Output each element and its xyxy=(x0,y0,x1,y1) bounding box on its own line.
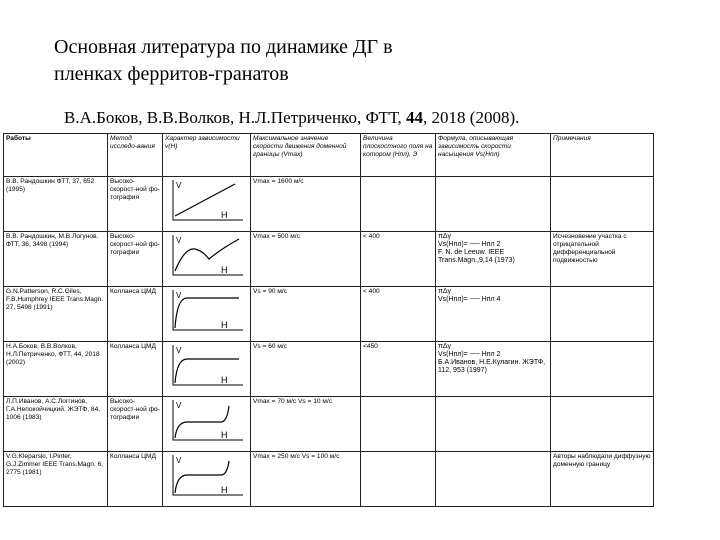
plot-axis-v-label: V xyxy=(176,236,182,245)
citation xyxy=(64,108,519,128)
formula-bottom: Vs(Hпл)= ── Hпл 2 xyxy=(438,241,501,248)
velocity-field-plot xyxy=(165,288,247,336)
cell-character xyxy=(163,342,251,397)
header-field: Величина плоскостного поля на котором (Hпл), Э xyxy=(361,134,436,177)
cell-note xyxy=(551,287,654,342)
cell-field xyxy=(361,397,436,452)
plot-axis-h-label: H xyxy=(221,485,228,495)
slide-title xyxy=(54,34,393,88)
cell-vmax: Vmax = 1600 м/с xyxy=(251,177,361,232)
plot-axes xyxy=(173,400,243,440)
citation-volume: 44 xyxy=(406,108,424,127)
table-row xyxy=(4,452,654,507)
cell-note: Исчезновение участка с отрицательной дифференциальной подвижностью xyxy=(551,232,654,287)
velocity-field-plot xyxy=(165,453,247,501)
cell-formula xyxy=(436,232,551,287)
cell-character xyxy=(163,287,251,342)
header-vmax: Максимальное значение скорости движения доменной границы (Vmax) xyxy=(251,134,361,177)
formula-top: πΔγ xyxy=(438,288,452,295)
plot-axis-h-label: H xyxy=(221,265,228,275)
plot-axis-v-label: V xyxy=(176,401,182,410)
slide-title-line2: пленках ферритов-гранатов xyxy=(54,63,289,85)
cell-note xyxy=(551,342,654,397)
plot-axis-h-label: H xyxy=(221,375,228,385)
cell-note xyxy=(551,397,654,452)
cell-works: В.В. Рандошкин ФТТ, 37, 652 (1995) xyxy=(4,177,108,232)
plot-curve xyxy=(175,359,239,383)
citation-authors: В.А.Боков, В.В.Волков, Н.Л.Петриченко, ФТТ, xyxy=(64,108,407,127)
cell-formula xyxy=(436,397,551,452)
header-formula: Формула, описывающая зависимость скорости насыщения Vs(Hпл) xyxy=(436,134,551,177)
table-row xyxy=(4,342,654,397)
cell-field xyxy=(361,452,436,507)
header-method: Метод исследо-вания xyxy=(108,134,163,177)
cell-field: < 400 xyxy=(361,287,436,342)
plot-axes xyxy=(173,290,243,330)
cell-vmax: Vmax = 500 м/с xyxy=(251,232,361,287)
cell-note xyxy=(551,177,654,232)
cell-character xyxy=(163,397,251,452)
cell-method: Высоко-скорост-ной фо-тография xyxy=(108,177,163,232)
velocity-field-plot xyxy=(165,398,247,446)
citation-rest: , 2018 (2008). xyxy=(423,108,520,127)
literature-table xyxy=(3,133,654,507)
header-note: Примечания xyxy=(551,134,654,177)
cell-method: Колланса ЦМД xyxy=(108,342,163,397)
cell-method: Колланса ЦМД xyxy=(108,452,163,507)
plot-axis-h-label: H xyxy=(221,210,228,220)
header-works: Работы xyxy=(4,134,108,177)
formula-bottom: Vs(Hпл)= ── Hпл 4 xyxy=(438,296,501,303)
cell-formula xyxy=(436,287,551,342)
plot-axes xyxy=(173,345,243,385)
cell-field: <450 xyxy=(361,342,436,397)
plot-axis-h-label: H xyxy=(221,430,228,440)
plot-axis-v-label: V xyxy=(176,181,182,190)
table-row xyxy=(4,397,654,452)
cell-field xyxy=(361,177,436,232)
table-header-row xyxy=(4,134,654,177)
cell-works: Л.П.Иванов, А.С.Логгинов, Г.А.Непокойчицкий. ЖЭТФ, 84, 1006 (1983) xyxy=(4,397,108,452)
table-row xyxy=(4,232,654,287)
cell-works: G.N.Patterson, R.C.Giles, F.B.Humphrey IEEE Trans.Magn. 27, 5498 (1991) xyxy=(4,287,108,342)
plot-axis-v-label: V xyxy=(176,346,182,355)
cell-vmax: Vmax = 250 м/с Vs = 100 м/с xyxy=(251,452,361,507)
velocity-field-plot xyxy=(165,343,247,391)
table-row xyxy=(4,177,654,232)
cell-formula xyxy=(436,177,551,232)
formula-ref: F. N. de Leeuw. IEEE Trans.Magn.,9,14 (1973) xyxy=(438,249,515,264)
velocity-field-plot xyxy=(165,233,247,281)
cell-vmax: Vs = 90 м/с xyxy=(251,287,361,342)
slide-title-line1: Основная литература по динамике ДГ в xyxy=(54,36,393,58)
formula-ref: Б.А.Иванов, Н.Е.Кулагин. ЖЭТФ, 112, 953 (1997) xyxy=(438,359,546,374)
plot-axis-h-label: H xyxy=(221,320,228,330)
cell-formula xyxy=(436,452,551,507)
formula-top: πΔγ xyxy=(438,233,452,240)
cell-works: В.В. Рандошкин, М.В.Логунов. ФТТ, 36, 3498 (1994) xyxy=(4,232,108,287)
cell-note: Авторы наблюдали диффузную доменную границу xyxy=(551,452,654,507)
plot-axis-v-label: V xyxy=(176,291,182,300)
cell-works: V.G.Kleparski, I.Pinter, G.J.Zimmer IEEE Trans.Magn. 6, 2775 (1981) xyxy=(4,452,108,507)
cell-method: Высоко-скорост-ной фо-тографии xyxy=(108,232,163,287)
cell-vmax: Vmax = 70 м/с Vs = 10 м/с xyxy=(251,397,361,452)
formula-top: πΔγ xyxy=(438,343,452,350)
cell-method: Высоко-скорост-ной фо-тографии xyxy=(108,397,163,452)
cell-character xyxy=(163,232,251,287)
cell-formula xyxy=(436,342,551,397)
plot-curve xyxy=(175,298,239,328)
cell-vmax: Vs = 60 м/с xyxy=(251,342,361,397)
cell-works: Н.А.Боков, В.В.Волков, Н.Л.Петриченко, ФТТ, 44, 2018 (2002) xyxy=(4,342,108,397)
header-character: Характер зависимости v(H) xyxy=(163,134,251,177)
cell-method: Колланса ЦМД xyxy=(108,287,163,342)
plot-curve xyxy=(175,239,239,271)
cell-character xyxy=(163,177,251,232)
plot-axis-v-label: V xyxy=(176,456,182,465)
velocity-field-plot xyxy=(165,178,247,226)
cell-character xyxy=(163,452,251,507)
cell-field: < 400 xyxy=(361,232,436,287)
formula-bottom: Vs(Hпл)= ── Hпл 2 xyxy=(438,351,501,358)
table-row xyxy=(4,287,654,342)
